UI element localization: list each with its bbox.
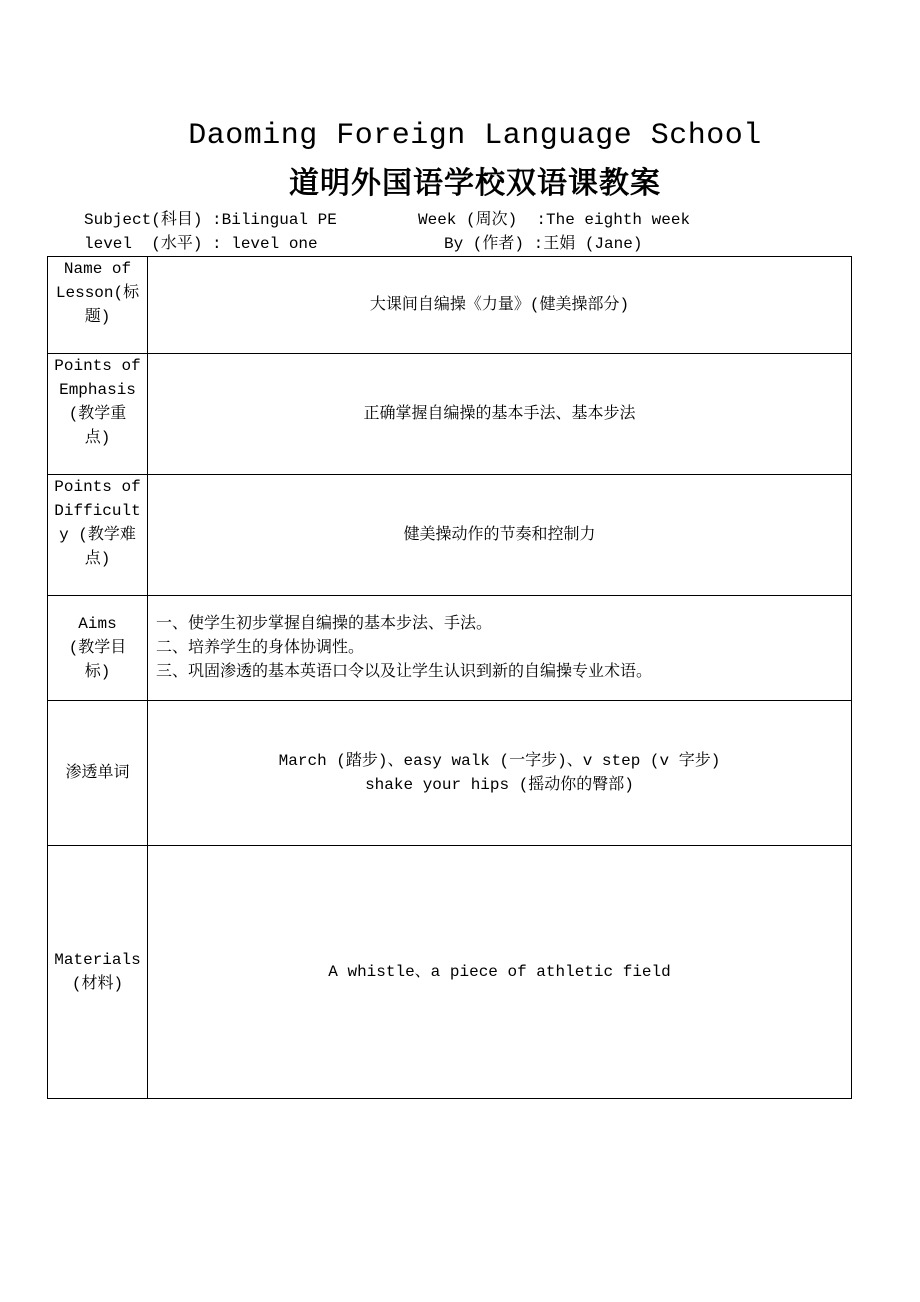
label-line: Lesson(标 xyxy=(55,284,140,302)
table-row-vocabulary xyxy=(48,701,852,846)
label-line: (教学重 xyxy=(68,405,127,423)
value-line: 健美操动作的节奏和控制力 xyxy=(403,526,596,544)
materials-label xyxy=(48,846,148,1099)
label-line: Points of xyxy=(54,357,141,375)
emphasis-value xyxy=(148,354,852,475)
label-line: Aims xyxy=(78,615,117,633)
lesson-plan-table xyxy=(47,256,852,1099)
table-row-aims xyxy=(48,596,852,701)
label-line: Difficult xyxy=(54,502,141,520)
table-row-difficulty xyxy=(48,475,852,596)
lesson-name-label xyxy=(48,257,148,354)
label-line: Points of xyxy=(54,478,141,496)
aims-item: 一、使学生初步掌握自编操的基本步法、手法。 xyxy=(156,615,493,633)
vocabulary-value xyxy=(148,701,852,846)
emphasis-label xyxy=(48,354,148,475)
difficulty-value xyxy=(148,475,852,596)
aims-value xyxy=(148,596,852,701)
week-field: Week (周次) :The eighth week xyxy=(418,211,691,229)
lesson-plan-title: 道明外国语学校双语课教案 xyxy=(289,166,661,201)
label-line: (材料) xyxy=(71,975,124,993)
value-line: 正确掌握自编操的基本手法、基本步法 xyxy=(363,405,636,423)
label-line: 题) xyxy=(84,308,111,326)
label-line: Name of xyxy=(63,260,132,278)
difficulty-label xyxy=(48,475,148,596)
label-line: 点) xyxy=(84,550,111,568)
value-line: 大课间自编操《力量》(健美操部分) xyxy=(369,296,630,314)
label-line: 点) xyxy=(84,429,111,447)
aims-item: 三、巩固渗透的基本英语口令以及让学生认识到新的自编操专业术语。 xyxy=(156,663,653,681)
label-line: (教学目 xyxy=(68,639,127,657)
value-line: A whistle、a piece of athletic field xyxy=(328,963,671,981)
value-line: March (踏步)、easy walk (一字步)、v step (v 字步) xyxy=(278,752,721,770)
table-row-materials xyxy=(48,846,852,1099)
aims-item: 二、培养学生的身体协调性。 xyxy=(156,639,365,657)
label-line: 渗透单词 xyxy=(65,764,130,782)
label-line: y (教学难 xyxy=(59,526,136,544)
school-name-title: Daoming Foreign Language School xyxy=(188,119,762,153)
table-row-emphasis xyxy=(48,354,852,475)
aims-label xyxy=(48,596,148,701)
author-field: By (作者) :王娟 (Jane) xyxy=(444,235,643,253)
value-line: shake your hips (摇动你的臀部) xyxy=(365,776,634,794)
label-line: 标) xyxy=(84,663,111,681)
level-field: level (水平) : level one xyxy=(84,235,318,253)
subject-field: Subject(科目) :Bilingual PE xyxy=(84,211,337,229)
lesson-name-value xyxy=(148,257,852,354)
label-line: Emphasis xyxy=(59,381,136,399)
materials-value xyxy=(148,846,852,1099)
label-line: Materials xyxy=(54,951,141,969)
vocabulary-label xyxy=(48,701,148,846)
table-row-lesson-name xyxy=(48,257,852,354)
